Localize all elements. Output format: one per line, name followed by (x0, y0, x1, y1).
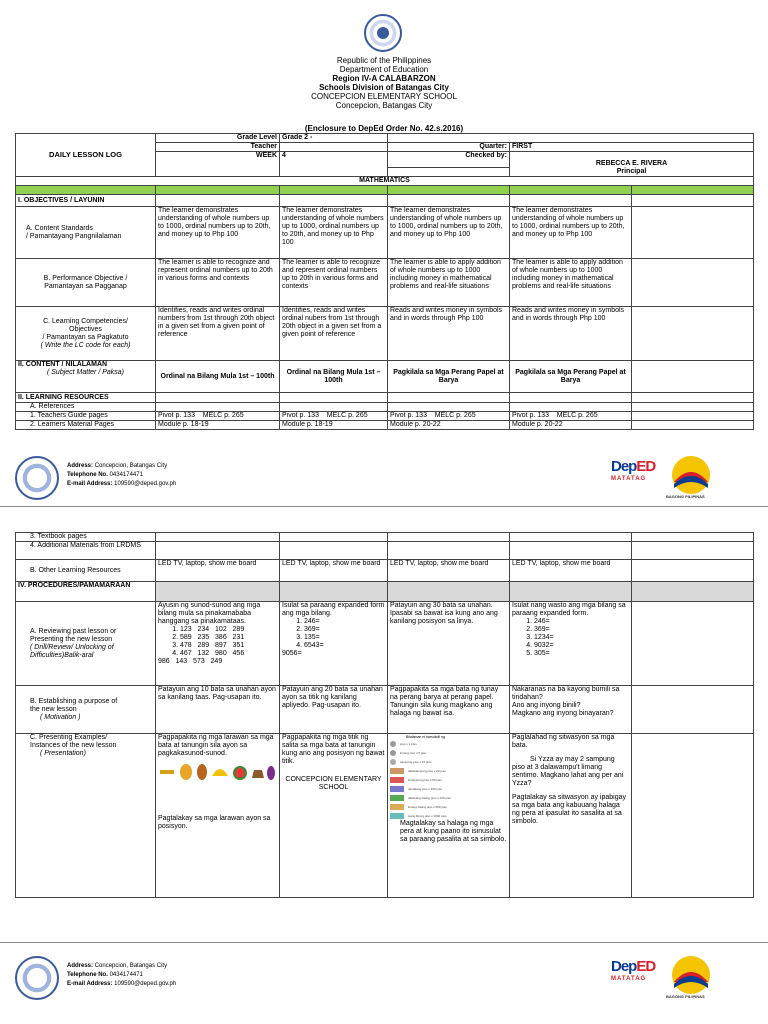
bagong-pilipinas-logo-icon (670, 954, 712, 996)
presenting-day3-bottom: Magtalakay sa halaga ng mga pera at kung paano ito isinusulat sa paraang pasalita at sa simbolo. (400, 820, 507, 843)
division-text: Schools Division of Batangas City (319, 83, 449, 92)
school-seal-icon (15, 456, 59, 500)
address-label: Address: (67, 463, 94, 469)
money-row-text: dalawampung piso x 20 piso (408, 769, 446, 773)
grade-value: Grade 2 - (280, 134, 388, 143)
content-day1: Ordinal na Bilang Mula 1st – 100th (156, 361, 280, 393)
list-item: 4. 467 132 980 456 (180, 650, 277, 658)
address-label: Address: (67, 963, 94, 969)
list-item: 3. 1234= (534, 634, 629, 642)
bagong-pilipinas-text: BAGONG PILIPINAS (666, 494, 705, 499)
presenting-day2 (280, 734, 388, 898)
learners-day4: Module p. 20-22 (510, 421, 632, 430)
bagong-pilipinas-logo-icon (670, 454, 712, 496)
money-chart (390, 734, 507, 820)
money-row (390, 767, 507, 776)
money-row-text: sandaang piso x 100 piso (408, 787, 443, 791)
procedures-heading: IV. PROCEDURES/PAMAMARAAN (16, 582, 156, 602)
content-note: ( Subject Matter / Paksa) (46, 369, 125, 376)
reviewing-day1-intro: Ayusin ng sunod-sunod ang mga bilang mula sa pinakamababa hanggang sa pinakamataas. (158, 602, 261, 625)
email-value: 109590@deped.gov.ph (114, 481, 177, 487)
presenting-day4-mid: Si Yzza ay may 2 sampung piso at 3 dalawampu't limang sentimo. Magkano lahat ang per ani Yzza? (512, 756, 624, 787)
matatag-text: MATATAG (611, 476, 647, 482)
establishing-day2: Patayuin ang 20 bata sa unahan ayon sa titik ng kanilang apliyedo. Pag-usapan ito. (280, 686, 388, 734)
reviewing-day2-tail: 9056= (282, 650, 302, 657)
other-resources-day4: LED TV, laptop, show me board (510, 560, 632, 582)
list-item: 1. 246= (534, 618, 629, 626)
other-resources-label: B. Other Learning Resources (16, 560, 156, 582)
deped-logo (611, 958, 661, 988)
email-value: 109590@deped.gov.ph (114, 981, 177, 987)
money-row-text: piso x 1 piso (400, 742, 417, 746)
phone-value: 0434174471 (109, 472, 143, 478)
teachers-guide-day4: Pivot p. 133 MELC p. 265 (510, 412, 632, 421)
deped-logo-text-a: Dep (611, 958, 637, 975)
matatag-text: MATATAG (611, 976, 647, 982)
week-label: WEEK (156, 152, 280, 177)
content-day3: Pagkilala sa Mga Perang Papel at Barya (388, 361, 510, 393)
deped-logo-text-a: Dep (611, 458, 637, 475)
quarter-label: Quarter: (388, 143, 510, 152)
money-row-text: isang libong piso x 1000 piso (408, 814, 447, 818)
list-item: 2. 369= (534, 626, 629, 634)
content-label (16, 361, 156, 393)
learners-day1: Module p. 18-19 (156, 421, 280, 430)
presenting-day4-top: Paglalahad ng sitwasyon sa mga bata. (512, 734, 615, 749)
competencies-label (16, 307, 156, 361)
address-value: Concepcion, Batangas City (94, 963, 168, 969)
other-resources-day1: LED TV, laptop, show me board (156, 560, 280, 582)
blank-cell (388, 168, 510, 177)
teachers-guide-label: 1. Teachers Guide pages (16, 412, 156, 421)
phone-value: 0434174471 (109, 972, 143, 978)
phone-label: Telephone No. (67, 972, 108, 978)
teacher-value (280, 143, 388, 152)
standards-day4: The learner demonstrates understanding of whole numbers up to 1000, ordinal numbers up to 20th, and money up to Php 100 (510, 207, 632, 259)
fruit-pictures-icon (158, 758, 276, 784)
teachers-guide-day3: Pivot p. 133 MELC p. 265 (388, 412, 510, 421)
competencies-note: ( Write the LC code for each) (40, 341, 131, 349)
money-row-text: limang piso x 5 piso (400, 751, 427, 755)
deped-seal-icon (364, 14, 402, 52)
references-label: A. References (16, 403, 156, 412)
presenting-label (16, 734, 156, 898)
footer-address (67, 962, 176, 989)
blank-cell (388, 134, 754, 143)
additional-label: 4. Additional Materials from LRDMS (16, 542, 156, 560)
reviewing-label (16, 602, 156, 686)
address-value: Concepcion, Batangas City (94, 463, 168, 469)
establishing-title: B. Establishing a purpose of the new lesson (30, 697, 118, 713)
teachers-guide-day1: Pivot p. 133 MELC p. 265 (156, 412, 280, 421)
reviewing-day4 (510, 602, 632, 686)
location-text: Concepcion, Batangas City (335, 101, 433, 110)
presenting-day4 (510, 734, 632, 898)
presenting-day1-top: Pagpapakita ng mga larawan sa mga bata at tanungin sila ayon sa pagkakasunod-sunod. (158, 734, 274, 757)
footer-address (67, 462, 176, 489)
page-divider (0, 942, 768, 943)
checker-title: Principal (616, 168, 647, 175)
page-footer-2 (0, 952, 768, 1012)
money-row (390, 803, 507, 812)
reviewing-title: A. Reviewing past lesson or Presenting the new lesson (30, 627, 117, 643)
info-row (16, 134, 754, 143)
presenting-day1-bottom: Pagtalakay sa mga larawan ayon sa posisyon. (158, 815, 271, 830)
deped-logo (611, 458, 661, 488)
standards-day3: The learner demonstrates understanding of whole numbers up to 1000, ordinal numbers up to 20th, and money up to Php 100 (388, 207, 510, 259)
presenting-day1 (156, 734, 280, 898)
checker-cell (510, 152, 754, 177)
reviewing-note: ( Drill/Review/ Unlocking of Difficulties)Balik-aral (30, 643, 114, 659)
money-row (390, 785, 507, 794)
performance-label: B. Performance Objective / Pamantayan sa Pagganap (16, 259, 156, 307)
presenting-day2-top: Pagpapakita ng mga titik ng salita sa mga bata at tanungin kung ano ang posisyon ng bawat titik. (282, 734, 385, 765)
presenting-day3 (388, 734, 510, 898)
presenting-title: C. Presenting Examples/ Instances of the new lesson (30, 734, 117, 749)
competencies-day2: Identifies, reads and writes ordinal nubers from 1st through 20th object in a given set from a given point of reference (280, 307, 388, 361)
money-row (390, 812, 507, 821)
list-item: 1. 123 234 102 289 (180, 626, 277, 634)
checker-name: REBECCA E. RIVERA (595, 160, 668, 167)
grade-label: Grade Level (156, 134, 280, 143)
establishing-day3: Pagpapakita sa mga bata ng tunay na perang barya at perang papel. Tanungin sila kung magkano ang halaga ng bawat isa. (388, 686, 510, 734)
quarter-value: FIRST (510, 143, 754, 152)
email-label: E-mail Address: (67, 981, 113, 987)
list-item: 2. 589 235 386 231 (180, 634, 277, 642)
dept-text: Department of Education (339, 65, 429, 74)
deped-logo-text-b: ED (636, 458, 656, 475)
presenting-note: ( Presentation) (40, 750, 86, 757)
deped-logo-text-b: ED (636, 958, 656, 975)
competencies-day1: Identifies, reads and writes ordinal numbers from 1st through 20th object in a given set from a given point of reference (156, 307, 280, 361)
competencies-day3: Reads and writes money in symbols and in words through Php 100 (388, 307, 510, 361)
region-text: Region IV-A CALABARZON (332, 74, 436, 83)
presenting-day2-word: CONCEPCION ELEMENTARY SCHOOL (285, 776, 382, 791)
lesson-log-table (15, 133, 754, 430)
list-item: 4. 6543= (304, 642, 385, 650)
other-resources-day3: LED TV, laptop, show me board (388, 560, 510, 582)
subject-heading: MATHEMATICS (16, 177, 754, 186)
list-item: 2. 369= (304, 626, 385, 634)
content-title: II. CONTENT / NILALAMAN (18, 361, 108, 368)
content-day2: Ordinal na Bilang Mula 1st – 100th (280, 361, 388, 393)
learners-day2: Module p. 18-19 (280, 421, 388, 430)
page-footer (0, 452, 768, 512)
enclosure-text: (Enclosure to DepEd Order No. 42.s.2016) (304, 124, 464, 133)
competencies-day4: Reads and writes money in symbols and in words through Php 100 (510, 307, 632, 361)
content-day4: Pagkilala sa Mga Perang Papel at Barya (510, 361, 632, 393)
money-row-text: limampung piso x 50 piso (408, 778, 442, 782)
reviewing-day1 (156, 602, 280, 686)
teacher-label: Teacher (156, 143, 280, 152)
reviewing-day3: Patayuin ang 30 bata sa unahan. Ipasabi sa bawat isa kung ano ang kanilang posisyon sa linya. (388, 602, 510, 686)
competencies-title: C. Learning Competencies/ Objectives / Pamantayan sa Pagkatuto (42, 317, 129, 341)
republic-text: Republic of the Philippines (336, 56, 432, 65)
money-row (390, 776, 507, 785)
money-row-text: limang daang piso x 500 piso (408, 805, 447, 809)
log-title: DAILY LESSON LOG (16, 134, 156, 177)
resources-heading: II. LEARNING RESOURCES (16, 393, 156, 403)
page-divider (0, 506, 768, 507)
standards-day1: The learner demonstrates understanding of whole numbers up to 1000, ordinal numbers up to 20th, and money up to Php 100 (156, 207, 280, 259)
reviewing-day4-intro: Isulat nang wasto ang mga bilang sa paraang expanded form. (512, 602, 626, 617)
performance-day2: The learner is able to recognize and represent ordinal numbers up to 20th in various forms and contexts (280, 259, 388, 307)
phone-label: Telephone No. (67, 472, 108, 478)
performance-day1: The learner is able to recognize and represent ordinal numbers up to 20th in various forms and contexts (156, 259, 280, 307)
school-text: CONCEPCION ELEMENTARY SCHOOL (311, 92, 457, 101)
money-row-text: dalawang daang piso x 200 piso (408, 796, 451, 800)
reviewing-day2-intro: Isulat sa paraang expanded form ang mga bilang. (282, 602, 385, 617)
learners-day3: Module p. 20-22 (388, 421, 510, 430)
money-row (390, 794, 507, 803)
lesson-log-table-continued (15, 532, 754, 898)
establishing-day1: Patayuin ang 10 bata sa unahan ayon sa kanilang taas. Pag-usapan ito. (156, 686, 280, 734)
money-row (390, 749, 507, 758)
content-standards-label: A. Content Standards / Pamantayang Pangnilalaman (16, 207, 156, 259)
presenting-day4-bottom: Pagtalakay sa sitwasyon ay ipabigay sa mga bata ang kabuuang halaga ng pera at ipasulat ito sasalita at sa simbolo. (512, 794, 627, 825)
reviewing-day2 (280, 602, 388, 686)
performance-day4: The learner is able to apply addition of whole numbers up to 1000 including money in mathematical problems and real-life situations (510, 259, 632, 307)
money-chart-title: Bilalaman ni barsukdil ng (406, 735, 445, 739)
textbook-label: 3. Textbook pages (16, 533, 156, 542)
list-item: 3. 478 289 897 351 (180, 642, 277, 650)
other-resources-day2: LED TV, laptop, show me board (280, 560, 388, 582)
teachers-guide-day2: Pivot p. 133 MELC p. 265 (280, 412, 388, 421)
bagong-pilipinas-text: BAGONG PILIPINAS (666, 994, 705, 999)
money-row (390, 740, 507, 749)
money-row (390, 758, 507, 767)
reviewing-day1-tail: 986 143 573 249 (158, 658, 223, 665)
list-item: 1. 246= (304, 618, 385, 626)
week-value: 4 (280, 152, 388, 177)
establishing-note: ( Motivation ) (40, 713, 81, 721)
performance-day3: The learner is able to apply addition of whole numbers up to 1000 including money in mathematical problems and real-life situations (388, 259, 510, 307)
money-row-text: sampung piso x 10 piso (400, 760, 432, 764)
list-item: 5. 305= (534, 650, 629, 658)
letterhead (0, 56, 768, 110)
establishing-day4: Nakaranas na ba kayong bumili sa tindahan? Ano ang inyong binili? Magkano ang inyong binayaran? (510, 686, 632, 734)
school-seal-icon (15, 956, 59, 1000)
list-item: 4. 9032= (534, 642, 629, 650)
standards-day2: The learner demonstrates understanding of whole numbers up to 1000, ordinal numbers up to 20th, and money up to Php 100 (280, 207, 388, 259)
email-label: E-mail Address: (67, 481, 113, 487)
objectives-heading: I. OBJECTIVES / LAYUNIN (16, 195, 156, 207)
establishing-label (16, 686, 156, 734)
checked-label: Checked by: (388, 152, 510, 168)
list-item: 3. 135= (304, 634, 385, 642)
learners-material-label: 2. Learners Material Pages (16, 421, 156, 430)
green-band (16, 186, 754, 195)
